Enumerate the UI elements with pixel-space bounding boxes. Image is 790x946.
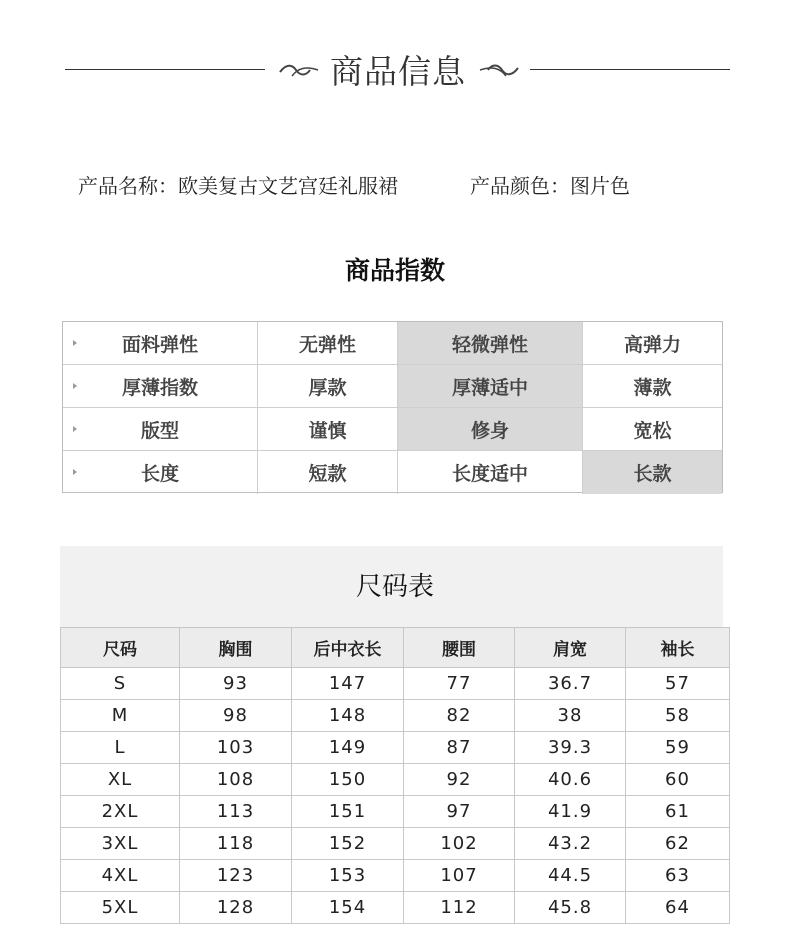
index-row bbox=[63, 365, 722, 408]
size-cell: 63 bbox=[626, 860, 730, 892]
index-label bbox=[63, 408, 258, 450]
product-color: 产品颜色：图片色 bbox=[470, 174, 630, 198]
size-cell: 60 bbox=[626, 764, 730, 796]
size-cell: 57 bbox=[626, 668, 730, 700]
table-row bbox=[61, 764, 730, 796]
size-cell: 152 bbox=[292, 828, 404, 860]
size-cell: S bbox=[61, 668, 180, 700]
size-header-cell: 腰围 bbox=[404, 628, 515, 668]
table-row bbox=[61, 892, 730, 924]
bullet-triangle-icon bbox=[73, 469, 77, 475]
size-cell: 118 bbox=[180, 828, 292, 860]
size-chart-title: 尺码表 bbox=[355, 572, 434, 602]
swirl-right-icon bbox=[476, 58, 522, 80]
bullet-triangle-icon bbox=[73, 426, 77, 432]
size-cell: 36.7 bbox=[515, 668, 626, 700]
index-cell-text: 厚薄适中 bbox=[451, 376, 528, 399]
index-option bbox=[258, 322, 398, 364]
index-cell-text: 谨慎 bbox=[308, 419, 347, 442]
size-cell: 58 bbox=[626, 700, 730, 732]
index-cell-text: 修身 bbox=[470, 419, 509, 442]
index-cell-text: 长度 bbox=[140, 463, 179, 485]
size-cell: 62 bbox=[626, 828, 730, 860]
size-header-cell: 尺码 bbox=[61, 628, 180, 668]
table-row bbox=[61, 828, 730, 860]
size-cell: 87 bbox=[404, 732, 515, 764]
size-cell: 4XL bbox=[61, 860, 180, 892]
index-option bbox=[398, 451, 583, 494]
index-label bbox=[63, 322, 258, 364]
index-cell-text: 无弹性 bbox=[298, 333, 356, 356]
table-row bbox=[61, 860, 730, 892]
index-cell-text: 短款 bbox=[308, 463, 347, 485]
size-cell: 102 bbox=[404, 828, 515, 860]
index-cell-text: 版型 bbox=[140, 419, 179, 442]
index-cell-text: 宽松 bbox=[633, 419, 672, 442]
size-cell: 112 bbox=[404, 892, 515, 924]
index-option bbox=[258, 365, 398, 407]
size-cell: 97 bbox=[404, 796, 515, 828]
index-option bbox=[583, 408, 722, 450]
size-header-cell: 袖长 bbox=[626, 628, 730, 668]
size-cell: 147 bbox=[292, 668, 404, 700]
size-cell: 45.8 bbox=[515, 892, 626, 924]
size-cell: 123 bbox=[180, 860, 292, 892]
size-cell: 103 bbox=[180, 732, 292, 764]
size-cell: 92 bbox=[404, 764, 515, 796]
size-cell: 5XL bbox=[61, 892, 180, 924]
bullet-triangle-icon bbox=[73, 383, 77, 389]
index-cell-text: 薄款 bbox=[633, 376, 672, 399]
index-row bbox=[63, 322, 722, 365]
table-row bbox=[61, 732, 730, 764]
size-cell: 128 bbox=[180, 892, 292, 924]
index-cell-text: 高弹力 bbox=[623, 333, 681, 356]
page-title: 商品信息 bbox=[330, 52, 466, 91]
size-cell: 113 bbox=[180, 796, 292, 828]
size-cell: 40.6 bbox=[515, 764, 626, 796]
index-label bbox=[63, 451, 258, 494]
size-header-cell: 肩宽 bbox=[515, 628, 626, 668]
header-line-left bbox=[65, 69, 265, 70]
size-cell: XL bbox=[61, 764, 180, 796]
index-cell-text: 面料弹性 bbox=[121, 333, 198, 356]
index-cell-text: 厚薄指数 bbox=[121, 376, 198, 399]
swirl-left-icon bbox=[276, 58, 322, 80]
size-cell: L bbox=[61, 732, 180, 764]
size-cell: 154 bbox=[292, 892, 404, 924]
size-cell: 149 bbox=[292, 732, 404, 764]
index-label bbox=[63, 365, 258, 407]
index-row bbox=[63, 451, 722, 494]
size-cell: 108 bbox=[180, 764, 292, 796]
header-line-right bbox=[530, 69, 730, 70]
index-cell-text: 厚款 bbox=[308, 376, 347, 399]
size-cell: 77 bbox=[404, 668, 515, 700]
size-cell: 39.3 bbox=[515, 732, 626, 764]
size-cell: 148 bbox=[292, 700, 404, 732]
index-option-selected bbox=[398, 322, 583, 364]
size-cell: 3XL bbox=[61, 828, 180, 860]
size-cell: 59 bbox=[626, 732, 730, 764]
size-cell: M bbox=[61, 700, 180, 732]
index-option-selected bbox=[398, 365, 583, 407]
table-row bbox=[61, 668, 730, 700]
index-cell-text: 长度适中 bbox=[451, 463, 528, 485]
index-option-selected bbox=[398, 408, 583, 450]
index-option bbox=[258, 451, 398, 494]
index-cell-text: 长款 bbox=[633, 463, 672, 485]
index-title: 商品指数 bbox=[344, 256, 445, 285]
size-cell: 93 bbox=[180, 668, 292, 700]
index-option-selected bbox=[583, 451, 722, 494]
size-cell: 61 bbox=[626, 796, 730, 828]
index-option bbox=[258, 408, 398, 450]
size-cell: 64 bbox=[626, 892, 730, 924]
index-cell-text: 轻微弹性 bbox=[451, 333, 528, 356]
size-cell: 82 bbox=[404, 700, 515, 732]
size-header-cell: 后中衣长 bbox=[292, 628, 404, 668]
table-row bbox=[61, 700, 730, 732]
size-cell: 150 bbox=[292, 764, 404, 796]
index-option bbox=[583, 322, 722, 364]
index-option bbox=[583, 365, 722, 407]
size-cell: 151 bbox=[292, 796, 404, 828]
size-cell: 38 bbox=[515, 700, 626, 732]
size-cell: 98 bbox=[180, 700, 292, 732]
size-cell: 153 bbox=[292, 860, 404, 892]
size-cell: 107 bbox=[404, 860, 515, 892]
index-table bbox=[62, 321, 723, 493]
table-row bbox=[61, 796, 730, 828]
size-chart-header-row bbox=[61, 628, 730, 668]
size-chart-table bbox=[60, 627, 730, 924]
size-header-cell: 胸围 bbox=[180, 628, 292, 668]
product-name: 产品名称：欧美复古文艺宫廷礼服裙 bbox=[78, 174, 398, 198]
index-row bbox=[63, 408, 722, 451]
size-cell: 43.2 bbox=[515, 828, 626, 860]
bullet-triangle-icon bbox=[73, 340, 77, 346]
size-cell: 41.9 bbox=[515, 796, 626, 828]
size-cell: 44.5 bbox=[515, 860, 626, 892]
size-cell: 2XL bbox=[61, 796, 180, 828]
